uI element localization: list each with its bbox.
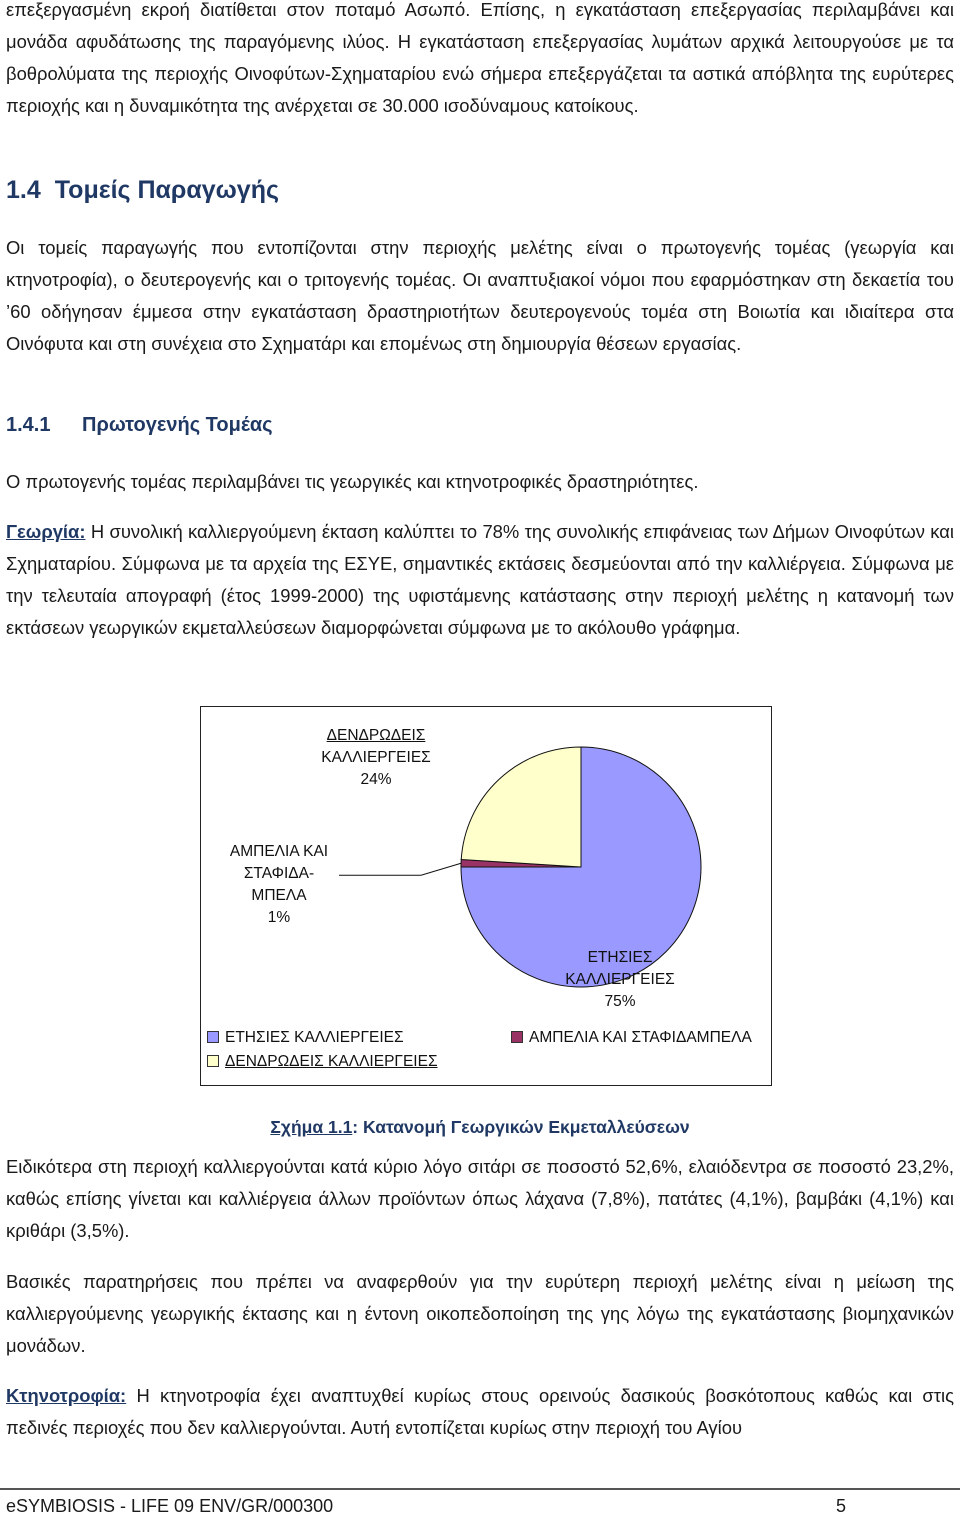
slice-label-annual-pct: 75% [604, 993, 636, 1010]
slice-label-annual [539, 947, 701, 1013]
legend-item-annual [207, 1029, 404, 1047]
legend-item-vineyards [511, 1029, 752, 1047]
agriculture-text: Η συνολική καλλιεργούμενη έκταση καλύπτει το 78% της συνολικής επιφάνειας των Δήμων Οινοφύτων και Σχηματαρίου. Σύμφωνα με τα αρχεία της ΕΣΥΕ, σημαντικές εκτάσεις δεσμεύονται από την καλλιέργεια. Σύμφωνα με την τελευταία απογραφή (έτος 1999-2000) της υφιστάμενης κατάστασης στην περιοχή μελέτης η κατανομή των εκτάσεων γεωργικών εκμεταλλεύσεων διαμορφώνεται σύμφωνα με το ακόλουθο γράφημα. [6, 521, 954, 638]
agriculture-label: Γεωργία: [6, 521, 86, 542]
footer-project: eSYMBIOSIS - LIFE 09 ENV/GR/000300 [6, 1496, 334, 1516]
slice-label-annual-line1: ΕΤΗΣΙΕΣ [587, 949, 653, 966]
footer-divider [0, 1488, 960, 1490]
crops-paragraph: Ειδικότερα στη περιοχή καλλιεργούνται κατά κύριο λόγο σιτάρι σε ποσοστό 52,6%, ελαιόδεντρα σε ποσοστό 23,2%, καθώς επίσης γίνεται και καλλιέργεια άλλων προϊόντων όπως λάχανα (7,8%), πατάτες (4,1%), βαμβάκι (4,1%) και κριθάρι (3,5%). [6, 1156, 954, 1241]
intro-paragraph: επεξεργασμένη εκροή διατίθεται στον ποταμό Ασωπό. Επίσης, η εγκατάσταση επεξεργασίας περιλαμβάνει και μονάδα αφυδάτωσης της παραγόμενης ιλύος. Η εγκατάσταση επεξεργασίας λυμάτων αρχικά λειτουργούσε με τα βοθρολύματα της περιοχής Οινοφύτων-Σχηματαρίου ενώ σήμερα επεξεργάζεται τα αστικά απόβλητα της ευρύτερες περιοχής και η δυναμικότητα της ανέρχεται σε 30.000 ισοδύναμους κατοίκους. [6, 0, 954, 116]
legend-label-annual: ΕΤΗΣΙΕΣ ΚΑΛΛΙΕΡΓΕΙΕΣ [225, 1029, 404, 1046]
livestock-paragraph [6, 1380, 954, 1444]
slice-label-vineyards-pct: 1% [267, 909, 291, 926]
section-number: 1.4 [6, 176, 41, 204]
legend-swatch-annual [207, 1031, 219, 1043]
subsection-heading [6, 414, 273, 437]
slice-label-orchards-line1: ΔΕΝΔΡΩΔΕΙΣ [326, 727, 426, 744]
subsection-title: Πρωτογενής Τομέας [82, 414, 273, 436]
slice-label-orchards [273, 725, 479, 791]
slice-label-vineyards-line1: ΑΜΠΕΛΙΑ ΚΑΙ [229, 843, 329, 860]
pie-slice-orchards [461, 747, 581, 867]
observations-paragraph: Βασικές παρατηρήσεις που πρέπει να αναφερθούν για την ευρύτερη περιοχή μελέτης είναι η μείωση της καλλιεργούμενης γεωργικής έκτασης και η έντονη οικοπεδοποίηση της γης λόγω της εγκατάστασης βιομηχανικών μονάδων. [6, 1271, 954, 1356]
legend-swatch-orchards [207, 1055, 219, 1067]
subsection-paragraph: Ο πρωτογενής τομέας περιλαμβάνει τις γεωργικές και κτηνοτροφικές δραστηριότητες. [6, 471, 699, 492]
figure-caption-text: : Κατανομή Γεωργικών Εκμεταλλεύσεων [352, 1117, 690, 1137]
livestock-text: Η κτηνοτροφία έχει αναπτυχθεί κυρίως στους ορεινούς δασικούς βοσκότοπους καθώς και στις πεδινές περιοχές που δεν καλλιεργούνται. Αυτή εντοπίζεται κυρίως στην περιοχή του Αγίου [6, 1385, 954, 1438]
slice-label-orchards-pct: 24% [360, 771, 392, 788]
pie-chart [200, 706, 772, 1086]
agriculture-paragraph [6, 516, 954, 644]
legend-swatch-vineyards [511, 1031, 523, 1043]
slice-label-orchards-line2: ΚΑΛΛΙΕΡΓΕΙΕΣ [321, 749, 431, 766]
footer-page-number: 5 [836, 1496, 847, 1516]
section-paragraph: Οι τομείς παραγωγής που εντοπίζονται στην περιοχής μελέτης είναι ο πρωτογενής τομέας (γεωργία και κτηνοτροφία), ο δευτερογενής και ο τριτογενής τομέας. Οι αναπτυξιακοί νόμοι που εφαρμόστηκαν στη δεκαετία του ’60 οδήγησαν έμμεσα στην εγκατάσταση δραστηριοτήτων δευτερογενούς τομέα στη Βοιωτία και ιδιαίτερα στα Οινόφυτα και στη συνέχεια στο Σχηματάρι και επομένως στη δημιουργία θέσεων εργασίας. [6, 237, 954, 354]
section-heading [6, 176, 279, 205]
legend-label-orchards: ΔΕΝΔΡΩΔΕΙΣ ΚΑΛΛΙΕΡΓΕΙΕΣ [225, 1053, 438, 1070]
figure-caption-label: Σχήμα 1.1 [270, 1117, 353, 1137]
section-title: Τομείς Παραγωγής [54, 176, 279, 204]
subsection-number: 1.4.1 [6, 414, 51, 436]
slice-label-vineyards-line3: ΜΠΕΛΑ [251, 887, 307, 904]
legend-label-vineyards: ΑΜΠΕΛΙΑ ΚΑΙ ΣΤΑΦΙΔΑΜΠΕΛΑ [529, 1029, 752, 1046]
slice-label-annual-line2: ΚΑΛΛΙΕΡΓΕΙΕΣ [565, 971, 675, 988]
slice-label-vineyards-line2: ΣΤΑΦΙΔΑ- [243, 865, 315, 882]
legend-item-orchards [207, 1053, 438, 1071]
livestock-label: Κτηνοτροφία: [6, 1385, 127, 1406]
figure-caption [0, 1117, 960, 1138]
vineyards-leader-line [339, 863, 461, 875]
slice-label-vineyards [213, 841, 345, 929]
